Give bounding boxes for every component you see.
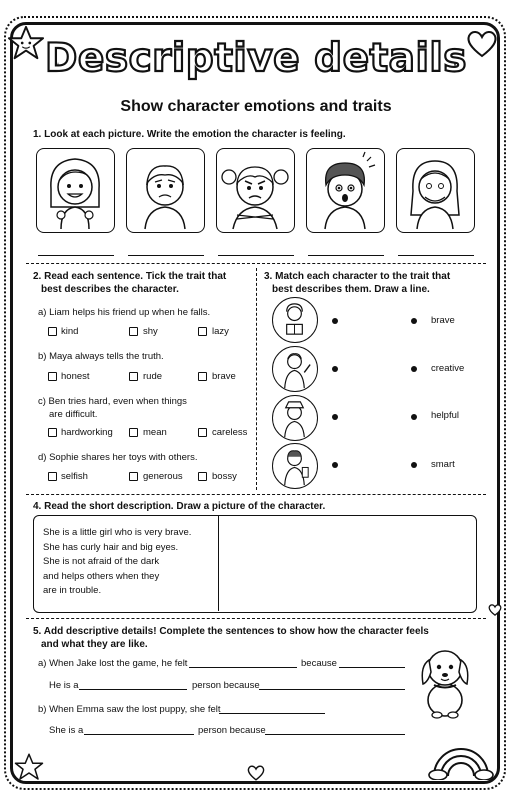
picture-girl-scared [396,148,475,233]
sentence-5a: a) When Jake lost the game, he felt [38,658,188,669]
picture-boy-surprised [306,148,385,233]
answer-line[interactable] [79,689,187,690]
answer-line[interactable] [219,713,325,714]
checkbox[interactable] [48,472,57,481]
section5-instruction-line2: and what they are like. [41,639,148,650]
column-divider [256,268,257,490]
match-dot-left[interactable] [332,318,338,324]
person-because-label: person because [192,680,260,691]
trait-label: creative [431,363,465,374]
description-line: She is a little girl who is very brave. [43,527,192,538]
checkbox[interactable] [198,428,207,437]
description-box [33,515,477,613]
option-label: lazy [212,326,229,337]
sentence-b: b) Maya always tells the truth. [38,351,164,362]
match-dot-right[interactable] [411,414,417,420]
checkbox[interactable] [48,428,57,437]
character-circle [272,395,318,441]
boy-with-hat-icon [273,396,316,439]
checkbox[interactable] [129,428,138,437]
answer-line[interactable] [265,734,405,735]
boy-with-backpack-icon [273,444,316,487]
character-circle [272,443,318,489]
option-label: mean [143,427,167,438]
heart-icon [488,604,502,616]
match-dot-left[interactable] [332,462,338,468]
section-divider [26,494,486,495]
match-dot-right[interactable] [411,462,417,468]
boy-surprised-face-icon [307,149,383,231]
option-label: rude [143,371,163,382]
description-line: She has curly hair and big eyes. [43,541,179,553]
option-label: generous [143,471,183,482]
person-because-label: person because [198,725,266,736]
answer-line[interactable] [38,255,114,256]
sentence-c-line2: are difficult. [49,409,98,420]
checkbox[interactable] [48,372,57,381]
girl-smiling-face-icon [37,149,113,231]
answer-line[interactable] [308,255,384,256]
checkbox[interactable] [48,327,57,336]
section1-instruction: 1. Look at each picture. Write the emotion the character is feeling. [33,129,346,140]
match-dot-right[interactable] [411,366,417,372]
option-label: kind [61,326,79,337]
option-label: hardworking [61,427,113,438]
answer-line[interactable] [339,667,405,668]
match-dot-left[interactable] [332,366,338,372]
picture-girl-angry [216,148,295,233]
sentence-5b: b) When Emma saw the lost puppy, she felt [38,704,221,715]
answer-line[interactable] [189,667,297,668]
star-icon [14,752,44,782]
because-label: because [301,658,337,669]
answer-line[interactable] [84,734,194,735]
section2-instruction [33,270,226,296]
option-label: careless [212,427,248,438]
section2-instruction-line1: 2. Read each sentence. Tick the trait that [33,271,227,282]
checkbox[interactable] [129,472,138,481]
sentence-a: a) Liam helps his friend up when he falls. [38,307,211,318]
box-separator [218,516,219,611]
section-divider [26,618,486,619]
girl-reading-book-icon [273,298,316,341]
option-label: selfish [61,471,88,482]
he-is-a-label: He is a [49,680,79,691]
match-dot-right[interactable] [411,318,417,324]
heart-icon [247,765,265,781]
match-dot-left[interactable] [332,414,338,420]
checkbox[interactable] [129,372,138,381]
she-is-a-label: She is a [49,725,84,736]
character-circle [272,346,318,392]
option-label: shy [143,326,158,337]
checkbox[interactable] [129,327,138,336]
section3-instruction-line2: best describes them. Draw a line. [272,284,430,295]
answer-line[interactable] [128,255,204,256]
girl-angry-face-icon [217,149,293,231]
answer-line[interactable] [259,689,405,690]
boy-with-paintbrush-icon [273,347,316,390]
section3-instruction-line1: 3. Match each character to the trait that [264,271,451,282]
section5-instruction [33,625,429,651]
description-line: are in trouble. [43,585,102,596]
checkbox[interactable] [198,472,207,481]
checkbox[interactable] [198,327,207,336]
option-label: bossy [212,471,237,482]
description-text [43,526,191,599]
page-title: Descriptive details [45,36,467,81]
option-label: brave [212,371,236,382]
sentence-c: c) Ben tries hard, even when things [38,396,187,407]
section4-instruction: 4. Read the short description. Draw a picture of the character. [33,501,326,512]
answer-line[interactable] [398,255,474,256]
drawing-area[interactable] [220,518,474,609]
puppy-icon [414,632,476,720]
trait-label: brave [431,315,455,326]
picture-girl-smiling [36,148,115,233]
option-label: honest [61,371,90,382]
section-divider [26,263,486,264]
checkbox[interactable] [198,372,207,381]
description-line: and helps others when they [43,570,160,582]
sentence-d: d) Sophie shares her toys with others. [38,452,198,463]
trait-label: smart [431,459,455,470]
section2-instruction-line2: best describes the character. [41,284,179,295]
rainbow-icon [428,736,494,780]
picture-boy-worried [126,148,205,233]
section3-instruction [264,270,450,296]
page-subtitle: Show character emotions and traits [120,98,392,115]
description-line: She is not afraid of the dark [43,556,160,567]
answer-line[interactable] [218,255,294,256]
section5-instruction-line1: 5. Add descriptive details! Complete the sentences to show how the character feels [33,626,429,637]
girl-scared-face-icon [397,149,473,231]
character-circle [272,297,318,343]
boy-worried-face-icon [127,149,203,231]
trait-label: helpful [431,410,459,421]
